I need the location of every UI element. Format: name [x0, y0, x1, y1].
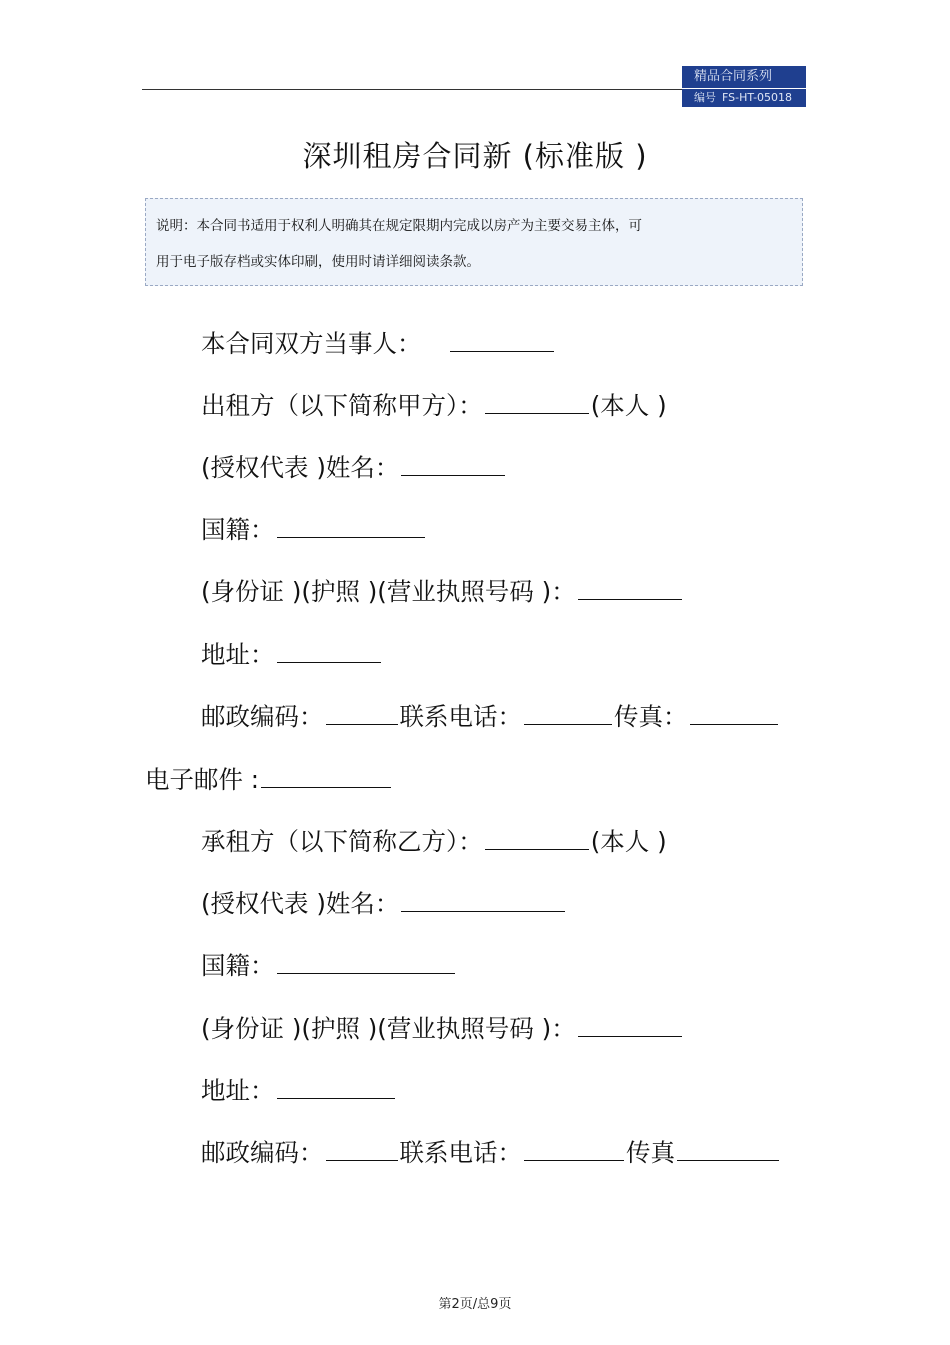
- series-code-label: 编号: [694, 91, 716, 104]
- lessee-phone-label: 联系电话：: [399, 1138, 522, 1167]
- lessee-self-label: (本人 ): [590, 827, 667, 856]
- lessee-id-blank[interactable]: [578, 1014, 682, 1037]
- lessor-agent-label: (授权代表 )姓名：: [201, 453, 400, 482]
- lessee-id-label: (身份证 )(护照 )(营业执照号码 )：: [201, 1014, 576, 1043]
- lessor-address-label: 地址：: [201, 640, 275, 669]
- lessee-agent-blank[interactable]: [401, 889, 565, 912]
- lessee-fax-blank[interactable]: [677, 1138, 779, 1161]
- lessor-agent-line: [201, 453, 507, 483]
- lessee-phone-blank[interactable]: [524, 1138, 624, 1161]
- lessor-address-line: [201, 640, 383, 670]
- lessor-line: [201, 391, 667, 421]
- lessor-blank[interactable]: [485, 391, 589, 414]
- series-code: [682, 89, 806, 107]
- lessee-nationality-blank[interactable]: [277, 951, 455, 974]
- series-code-value: FS-HT-05018: [722, 91, 793, 104]
- lessee-agent-line: [201, 889, 567, 919]
- lessor-fax-label: 传真：: [614, 702, 688, 731]
- note-line-2: 用于电子版存档或实体印刷，使用时请详细阅读条款。: [156, 254, 480, 270]
- lessor-id-blank[interactable]: [578, 577, 682, 600]
- instruction-note: [145, 198, 803, 286]
- parties-blank[interactable]: [450, 329, 554, 352]
- document-title: 深圳租房合同新 (标准版 ): [302, 139, 648, 173]
- parties-label: 本合同双方当事人：: [201, 329, 422, 358]
- lessee-address-blank[interactable]: [277, 1076, 395, 1099]
- lessor-phone-label: 联系电话：: [399, 702, 522, 731]
- lessor-self-label: (本人 ): [590, 391, 667, 420]
- lessee-postcode-label: 邮政编码：: [201, 1138, 324, 1167]
- lessor-nationality-line: [201, 515, 427, 545]
- lessee-address-label: 地址：: [201, 1076, 275, 1105]
- lessor-email-label: 电子邮件 :: [145, 765, 260, 794]
- lessor-nationality-blank[interactable]: [277, 515, 425, 538]
- lessor-phone-blank[interactable]: [524, 702, 612, 725]
- header-rule: [142, 89, 682, 90]
- lessee-label: 承租方（以下简称乙方）：: [201, 827, 483, 856]
- lessor-postcode-blank[interactable]: [326, 702, 398, 725]
- lessee-nationality-label: 国籍：: [201, 951, 275, 980]
- lessor-id-label: (身份证 )(护照 )(营业执照号码 )：: [201, 577, 576, 606]
- lessee-contact-line: [201, 1138, 781, 1168]
- lessor-agent-blank[interactable]: [401, 453, 505, 476]
- lessee-fax-label: 传真: [626, 1138, 675, 1167]
- lessor-label: 出租方（以下简称甲方）：: [201, 391, 483, 420]
- lessor-nationality-label: 国籍：: [201, 515, 275, 544]
- page-number: 第2页/总9页: [438, 1297, 512, 1312]
- parties-line: [201, 329, 556, 359]
- lessor-fax-blank[interactable]: [690, 702, 778, 725]
- lessee-id-line: [201, 1014, 684, 1044]
- series-badge: [682, 66, 806, 107]
- lessee-agent-label: (授权代表 )姓名：: [201, 889, 400, 918]
- note-line-1: 说明：本合同书适用于权利人明确其在规定限期内完成以房产为主要交易主体，可: [156, 218, 642, 234]
- series-name: 精品合同系列: [682, 66, 806, 89]
- lessee-nationality-line: [201, 951, 457, 981]
- lessor-address-blank[interactable]: [277, 640, 381, 663]
- lessee-postcode-blank[interactable]: [326, 1138, 398, 1161]
- lessee-line: [201, 827, 667, 857]
- lessee-address-line: [201, 1076, 397, 1106]
- lessor-id-line: [201, 577, 684, 607]
- lessee-blank[interactable]: [485, 827, 589, 850]
- lessor-email-line: [145, 765, 393, 795]
- lessor-contact-line: [201, 702, 780, 732]
- lessor-email-blank[interactable]: [261, 765, 391, 788]
- lessor-postcode-label: 邮政编码：: [201, 702, 324, 731]
